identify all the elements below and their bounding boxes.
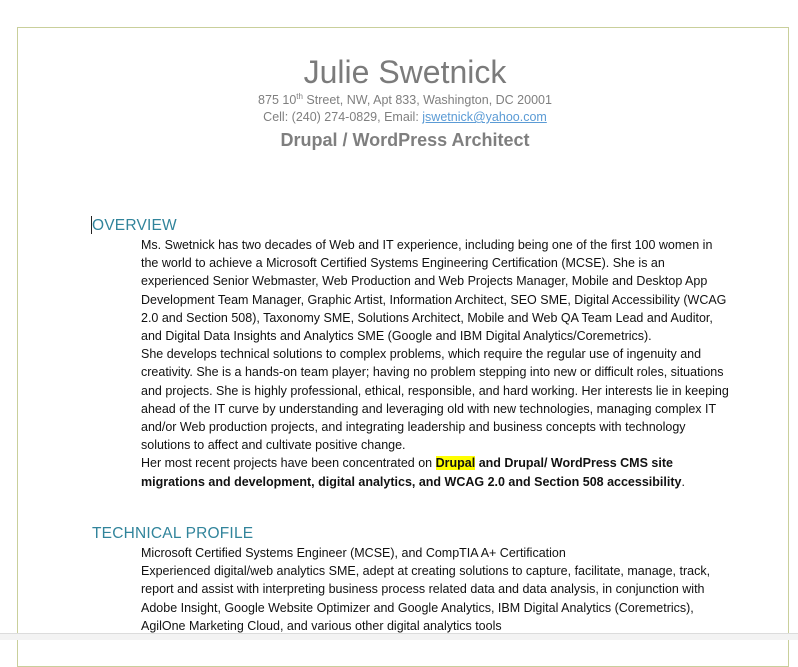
overview-paragraph-3 xyxy=(141,454,731,490)
highlighted-drupal: Drupal xyxy=(435,456,476,471)
address-suffix: Street, NW, Apt 833, Washington, DC 20001 xyxy=(302,93,552,107)
resume-header xyxy=(0,52,798,152)
technical-profile-paragraph-2: Experienced digital/web analytics SME, adept at creating solutions to capture, facilitate, manage, track, report and assist with interpreting business process related data and data analysis, in conjunction with Adobe Insight, Google Website Optimizer and Google Analytics, IBM Digital Analytics (Coremetrics), AgilOne Marketing Cloud, and various other digital analytics tools xyxy=(141,564,711,633)
technical-profile-body xyxy=(141,544,731,635)
overview-heading: OVERVIEW xyxy=(92,217,177,234)
overview-p3-end: . xyxy=(681,474,685,489)
email-link[interactable]: jswetnick@yahoo.com xyxy=(422,110,547,124)
candidate-name: Julie Swetnick xyxy=(303,54,507,90)
address-superscript: th xyxy=(296,91,303,101)
overview-paragraph-2: She develops technical solutions to complex problems, which require the regular use of ingenuity and creativity. She is a hands-on team player; having no problem stepping into new or difficult roles, situations and projects. She is highly professional, ethical, responsible, and hard working. Her interests lie in keeping ahead of the IT curve by understanding and leveraging old with new technologies, managing complex IT and/or Web production projects, and integrating leadership and business concepts with technology solutions to affect and cultivate positive change. xyxy=(141,347,729,453)
overview-body xyxy=(141,236,731,491)
technical-profile-heading: TECHNICAL PROFILE xyxy=(92,525,254,542)
overview-p3-prefix: Her most recent projects have been concentrated on xyxy=(141,456,436,471)
contact-line xyxy=(0,109,798,126)
role-title: Drupal / WordPress Architect xyxy=(280,130,530,150)
overview-p3-bold: and Drupal/ WordPress CMS site migrations and development, digital analytics, and WCAG 2.0 and Section 508 accessibility xyxy=(141,456,682,489)
contact-prefix: Cell: (240) 274-0829, Email: xyxy=(263,110,423,124)
overview-paragraph-1: Ms. Swetnick has two decades of Web and IT experience, including being one of the first 100 women in the world to achieve a Microsoft Certified Systems Engineering Certification (MCSE). She is an experienced Senior Webmaster, Web Production and Web Projects Manager, Mobile and Desktop App Development Team Manager, Graphic Artist, Information Architect, SEO SME, Digital Accessibility (WCAG 2.0 and Section 508), Taxonomy SME, Solutions Architect, Mobile and Web QA Team Lead and Auditor, and Digital Data Insights and Analytics SME (Google and IBM Digital Analytics/Coremetrics). xyxy=(141,238,727,344)
technical-profile-line-1: Microsoft Certified Systems Engineer (MCSE), and CompTIA A+ Certification xyxy=(141,546,566,560)
address-prefix: 875 10 xyxy=(258,93,297,107)
address-line xyxy=(0,92,798,109)
